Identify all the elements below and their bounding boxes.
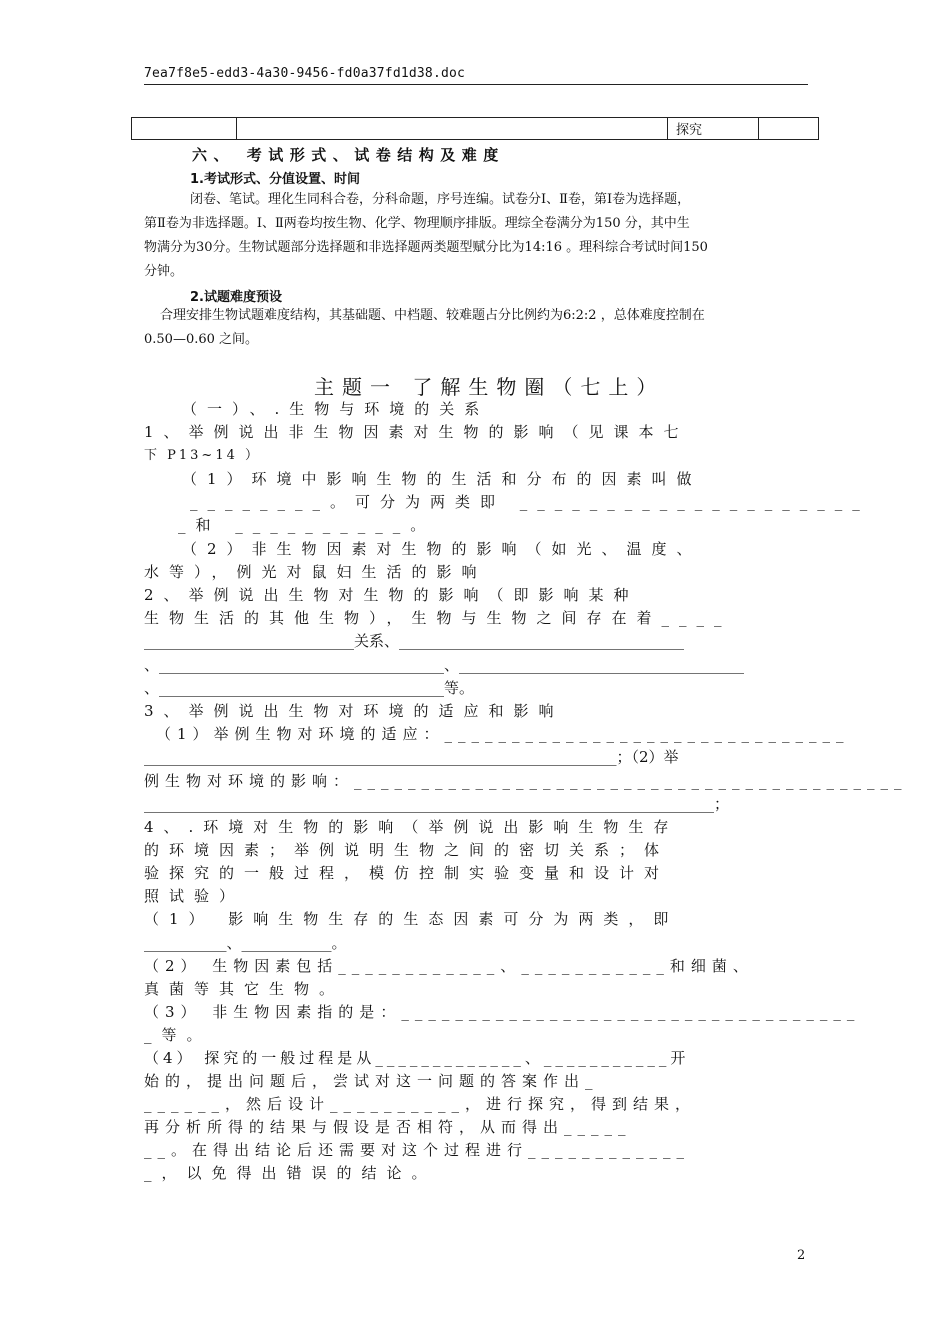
header-filename: 7ea7f8e5-edd3-4a30-9456-fd0a37fd1d38.doc: [144, 66, 466, 81]
topic-line: 再分析所得的结果与假设是否相符，从而得出_____: [144, 1118, 632, 1136]
topic-line: _，以免得出错误的结论。: [144, 1164, 437, 1182]
para1-line: 分钟。: [144, 264, 184, 279]
topic-line: ____________________________关系、______________________________________: [144, 632, 685, 650]
topic-line: 生物生活的其他生物），生物与生物之间存在着____: [144, 609, 732, 627]
topic-line: 3、举例说出生物对环境的适应和影响: [144, 702, 564, 720]
topic-line: 水等），例光对鼠妇生活的影响: [144, 563, 487, 581]
topic-line: ______，然后设计__________，进行探究，得到结果，: [144, 1095, 697, 1113]
topic-line: ___________、____________。: [144, 934, 347, 952]
para1-line: 第Ⅱ卷为非选择题。Ⅰ、Ⅱ两卷均按生物、化学、物理顺序排版。理综全卷满分为150 分，其中生: [144, 216, 690, 231]
topic-line: 的环境因素；举例说明生物之间的密切关系；体: [144, 841, 670, 859]
topic-line: （2）非生物因素对生物的影响（如光、温度、: [182, 540, 702, 558]
topic-line: 4、.环境对生物的影响（举例说出影响生物生存: [144, 818, 679, 836]
topic-line: 1、举例说出非生物因素对生物的影响（见课本七: [144, 423, 689, 441]
topic-line: _______________________________________________________________；（2）举: [144, 748, 679, 766]
topic-line: （3） 非生物因素指的是：__________________________________: [144, 1003, 861, 1021]
para1-line: 闭卷、笔试。理化生同科合卷，分科命题，序号连编。试卷分Ⅰ、Ⅱ卷，第Ⅰ卷为选择题，: [190, 192, 691, 207]
topic-line: （一）、.生物与环境的关系: [182, 400, 490, 418]
subheading-2: 2.试题难度预设: [190, 290, 282, 305]
topic-line: 例生物对环境的影响：_________________________________________: [144, 772, 908, 790]
topic-line: _等。: [144, 1026, 212, 1044]
topic-line: __。在得出结论后还需要对这个过程进行____________: [144, 1141, 691, 1159]
section-6-title: 六、 考试形式、试卷结构及难度: [192, 146, 505, 164]
topic-line: 真菌等其它生物。: [144, 980, 345, 998]
topic-line: 照试验）: [144, 887, 245, 905]
para2-line: 合理安排生物试题难度结构，其基础题、中档题、较难题占分比例约为6:2:2 ，总体难度控制在: [160, 308, 705, 323]
topic-line: 验探究的一般过程，模仿控制实验变量和设计对: [144, 864, 670, 882]
table-cell: [237, 118, 668, 140]
para2-line: 0.50—0.60 之间。: [144, 332, 259, 347]
topic-line: ________。可分为两类即 ____________________: [190, 493, 870, 511]
topic-line: （1）环境中影响生物的生活和分布的因素叫做: [182, 470, 702, 488]
topic-line: 始的，提出问题后，尝试对这一问题的答案作出_: [144, 1072, 599, 1090]
header-rule: [144, 84, 808, 85]
topic-line: （1） 影响生物生存的生态因素可分为两类，即: [144, 910, 679, 928]
top-table: [131, 117, 819, 140]
topic-line: _和 __________。: [178, 516, 436, 534]
topic-line: 2、举例说出生物对生物的影响（即影响某种: [144, 586, 639, 604]
topic-line: 下 P13~14 ）: [144, 448, 261, 463]
topic-line: ____________________________________________________________________________；: [144, 795, 730, 813]
para1-line: 物满分为30分。生物试题部分选择题和非选择题两类题型赋分比为14:16 。理科综合考试时间150: [144, 240, 708, 255]
topic-line: （4） 探究的一般过程是从_____________、___________开: [144, 1049, 690, 1067]
topic-line: 、______________________________________、______________________________________: [144, 656, 745, 674]
table-cell-explore: 探究: [668, 118, 759, 140]
page-number: 2: [797, 1248, 806, 1263]
table-cell: [132, 118, 237, 140]
topic-title: 主题一 了解生物圈（七上）: [314, 375, 665, 399]
topic-line: （1）举例生物对环境的适应：______________________________: [156, 725, 850, 743]
topic-line: 、______________________________________等。: [144, 679, 475, 697]
subheading-1: 1.考试形式、分值设置、时间: [190, 172, 360, 187]
table-cell: [759, 118, 819, 140]
topic-line: （2） 生物因素包括____________、___________和细菌、: [144, 957, 754, 975]
